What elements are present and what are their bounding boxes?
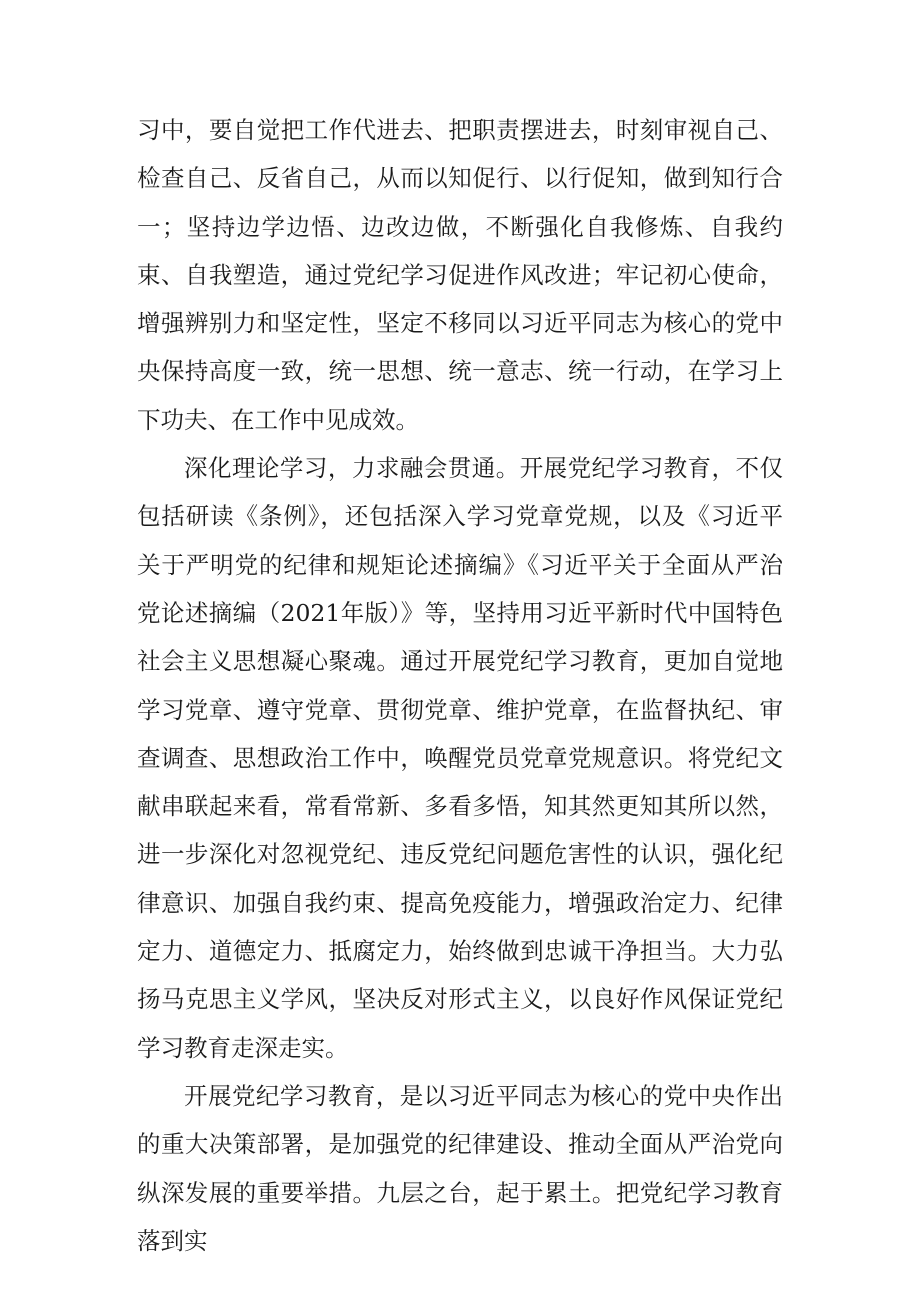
document-body	[137, 106, 783, 1265]
paragraph-education-significance: 开展党纪学习教育，是以习近平同志为核心的党中央作出的重大决策部署，是加强党的纪律建设、推动全面从严治党向纵深发展的重要举措。九层之台，起于累土。把党纪学习教育落到实	[137, 1081, 783, 1255]
paragraph-theory-study: 深化理论学习，力求融会贯通。开展党纪学习教育，不仅包括研读《条例》，还包括深入学习党章党规，以及《习近平关于严明党的纪律和规矩论述摘编》《习近平关于全面从严治党论述摘编（2021年版）》等，坚持用习近平新时代中国特色社会主义思想凝心聚魂。通过开展党纪学习教育，更加自觉地学习党章、遵守党章、贯彻党章、维护党章，在监督执纪、审查调查、思想政治工作中，唤醒党员党章党规意识。将党纪文献串联起来看，常看常新、多看多悟，知其然更知其所以然，进一步深化对忽视党纪、违反党纪问题危害性的认识，强化纪律意识、加强自我约束、提高免疫能力，增强政治定力、纪律定力、道德定力、抵腐定力，始终做到忠诚干净担当。大力弘扬马克思主义学风，坚决反对形式主义，以良好作风保证党纪学习教育走深走实。	[137, 454, 783, 1062]
paragraph-continuation: 习中，要自觉把工作代进去、把职责摆进去，时刻审视自己、检查自己、反省自己，从而以知促行、以行促知，做到知行合一；坚持边学边悟、边改边做，不断强化自我修炼、自我约束、自我塑造，通过党纪学习促进作风改进；牢记初心使命，增强辨别力和坚定性，坚定不移同以习近平同志为核心的党中央保持高度一致，统一思想、统一意志、统一行动，在学习上下功夫、在工作中见成效。	[137, 116, 783, 434]
